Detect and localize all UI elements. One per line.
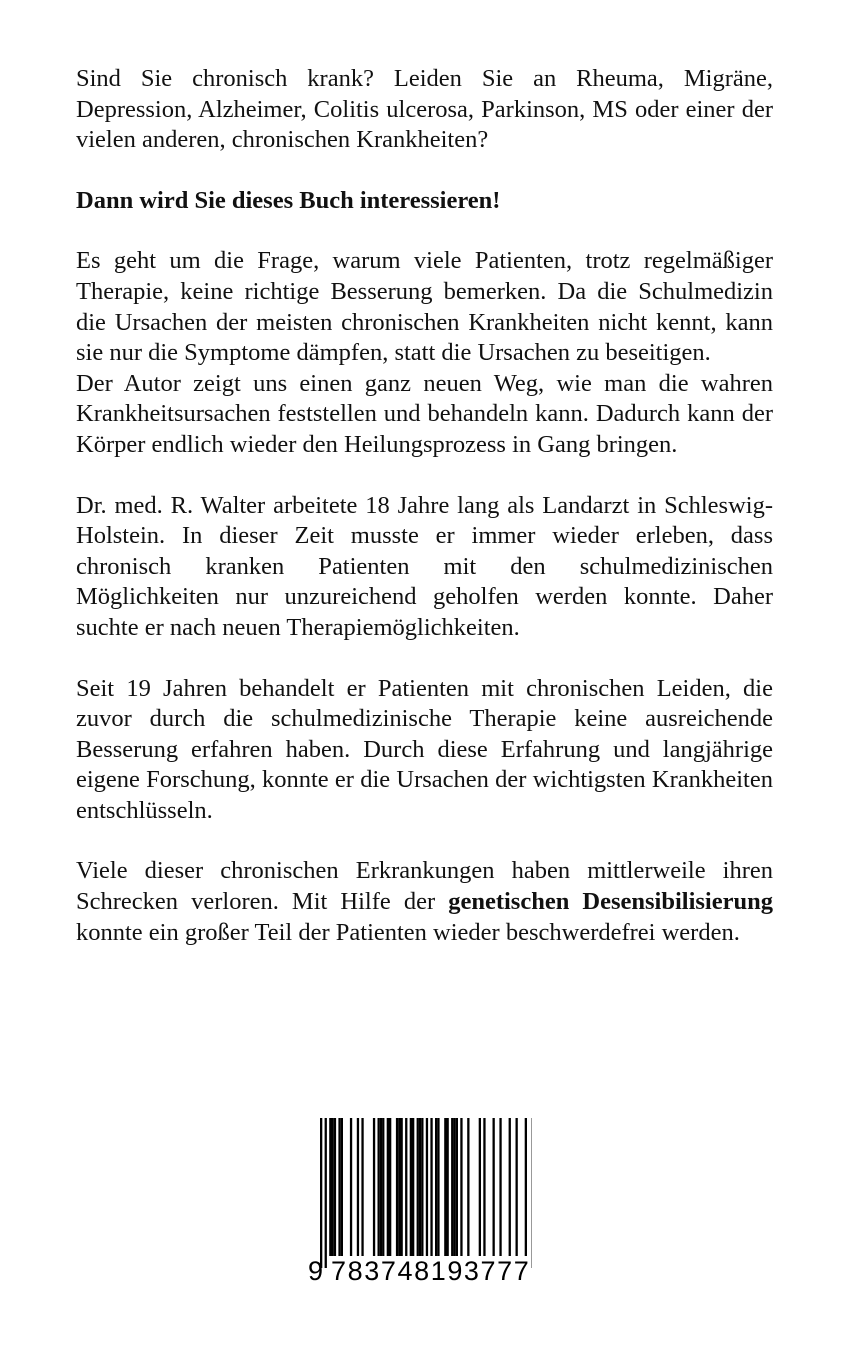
barcode-bar xyxy=(451,1118,453,1256)
back-cover-text xyxy=(76,64,773,948)
barcode-bar xyxy=(453,1118,455,1256)
barcode-bar xyxy=(329,1118,331,1256)
barcode-bar xyxy=(456,1118,458,1256)
barcode-bar xyxy=(320,1118,322,1268)
barcode-bar xyxy=(401,1118,403,1256)
barcode-bar xyxy=(460,1118,462,1256)
barcode-bar xyxy=(373,1118,375,1256)
barcode-bar xyxy=(417,1118,419,1256)
barcode-bar xyxy=(387,1118,389,1256)
barcode-bar xyxy=(435,1118,437,1256)
barcode-bar xyxy=(380,1118,382,1256)
barcode-bar xyxy=(483,1118,485,1256)
intro-paragraph: Sind Sie chronisch krank? Leiden Sie an Rheuma, Migräne, Depression, Alzheimer, Colitis ulcerosa, Parkinson, MS oder einer der vielen anderen, chronischen Krankheiten? xyxy=(76,65,773,154)
barcode-bar xyxy=(426,1118,428,1268)
closing-bold-term: genetischen Desensibilisierung xyxy=(448,888,773,916)
isbn-number xyxy=(308,1256,532,1296)
bio-paragraph: Dr. med. R. Walter arbeitete 18 Jahre lang als Landarzt in Schleswig-Holstein. In dieser Zeit musste er immer wieder erleben, dass chronisch kranken Patienten mit den schulmedizinischen Möglichkeiten nur unzureichend geholfen werden konnte. Daher suchte er nach neuen Therapiemöglichkeiten. xyxy=(76,491,773,641)
barcode-bar xyxy=(412,1118,414,1256)
closing-text-before: Viele dieser chronischen Erkrankungen haben mittlerweile ihren Schrecken verloren. Mit Hilfe der xyxy=(76,857,773,916)
barcode-bar xyxy=(325,1118,327,1268)
barcode-bar xyxy=(467,1118,469,1256)
barcode-bar xyxy=(444,1118,446,1256)
barcode-bar xyxy=(493,1118,495,1256)
barcode-bar xyxy=(430,1118,432,1268)
barcode-bar xyxy=(447,1118,449,1256)
barcode-bar xyxy=(479,1118,481,1256)
experience-paragraph: Seit 19 Jahren behandelt er Patienten mit chronischen Leiden, die zuvor durch die schulmedizinische Therapie keine ausreichende Besserung erfahren haben. Durch diese Erfahrung und langjährige eigene Forschung, konnte er die Ursachen der wichtigsten Krankheiten entschlüsseln. xyxy=(76,674,773,824)
barcode-bar xyxy=(396,1118,398,1256)
barcode-bar xyxy=(389,1118,391,1256)
barcode-bar xyxy=(410,1118,412,1256)
barcode-bar xyxy=(350,1118,352,1256)
barcode-bar xyxy=(341,1118,343,1256)
closing-paragraph xyxy=(76,856,773,948)
isbn-digits: 783748193777 xyxy=(331,1256,531,1286)
barcode-bar xyxy=(499,1118,501,1256)
barcode-bars xyxy=(308,1118,532,1268)
barcode-bar xyxy=(516,1118,518,1256)
barcode-bar xyxy=(378,1118,380,1256)
headline: Dann wird Sie dieses Buch interessieren! xyxy=(76,186,501,214)
barcode-bar xyxy=(525,1118,527,1256)
question-paragraph: Es geht um die Frage, warum viele Patienten, trotz regelmäßiger Therapie, keine richtige Besserung bemerken. Da die Schulmedizin die Ursachen der meisten chronischen Krankheiten nicht kennt, kann sie nur die Symptome dämpfen, statt die Ursachen zu beseitigen. xyxy=(76,247,773,367)
barcode-bar xyxy=(332,1118,334,1256)
barcode-bar xyxy=(419,1118,421,1256)
barcode-bar xyxy=(382,1118,384,1256)
isbn-lead-digit: 9 xyxy=(308,1256,325,1286)
barcode-bar xyxy=(437,1118,439,1256)
barcode-bar xyxy=(334,1118,336,1256)
closing-text-after: konnte ein großer Teil der Patienten wieder beschwerdefrei werden. xyxy=(76,918,740,946)
barcode-bar xyxy=(405,1118,407,1256)
barcode-bar xyxy=(338,1118,340,1256)
barcode-bar xyxy=(509,1118,511,1256)
author-way-paragraph: Der Autor zeigt uns einen ganz neuen Weg, wie man die wahren Krankheitsursachen feststellen und behandeln kann. Dadurch kann der Körper endlich wieder den Heilungsprozess in Gang bringen. xyxy=(76,369,773,458)
barcode-bar xyxy=(357,1118,359,1256)
barcode-bar xyxy=(421,1118,423,1256)
barcode-bar xyxy=(361,1118,363,1256)
barcode-bar xyxy=(398,1118,400,1256)
